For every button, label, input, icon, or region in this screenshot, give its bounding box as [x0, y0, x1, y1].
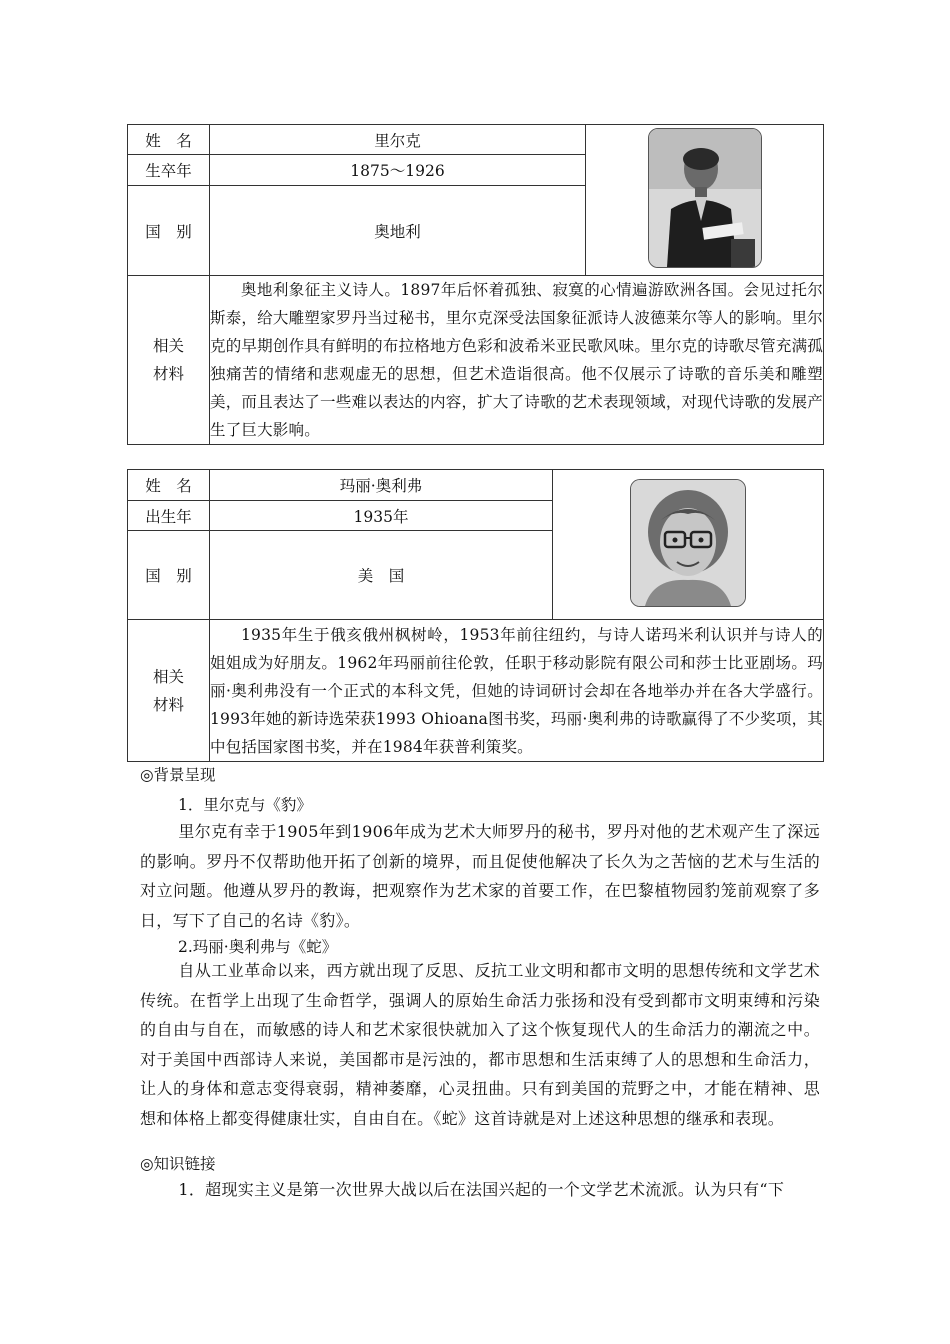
material-label-line1: 相关: [152, 667, 184, 686]
poet-table-oliver: [127, 469, 824, 762]
background-subheading-1: 1．里尔克与《豹》: [178, 796, 312, 814]
material-label: [128, 620, 210, 762]
poet-table-rilke: [127, 124, 824, 445]
years-label: 出生年: [128, 501, 210, 531]
country-label: 国 别: [128, 531, 210, 620]
portrait-cell: [586, 125, 824, 276]
background-paragraph-2: 自从工业革命以来，西方就出现了反思、反抗工业文明和都市文明的思想传统和文学艺术传统。在哲学上出现了生命哲学，强调人的原始生命活力张扬和没有受到都市文明束缚和污染的自由与自在，而敏感的诗人和艺术家很快就加入了这个恢复现代人的生命活力的潮流之中。对于美国中西部诗人来说，美国都市是污浊的，都市思想和生活束缚了人的思想和生命活力，让人的身体和意志变得衰弱，精神萎靡，心灵扭曲。只有到美国的荒野之中，才能在精神、思想和体格上都变得健康壮实，自由自在。《蛇》这首诗就是对上述这种思想的继承和表现。: [140, 961, 820, 1128]
portrait-rilke: [648, 128, 762, 268]
country-value: 美 国: [210, 531, 553, 620]
years-label: 生卒年: [128, 155, 210, 186]
name-value: 里尔克: [210, 125, 586, 155]
material-label: [128, 276, 210, 445]
portrait-rilke-image: [649, 129, 761, 267]
name-value: 玛丽·奥利弗: [210, 470, 553, 501]
years-value: 1935年: [210, 501, 553, 531]
years-value: 1875～1926: [210, 155, 586, 186]
name-label: 姓 名: [128, 125, 210, 155]
country-label: 国 别: [128, 186, 210, 276]
material-label-line2: 材料: [152, 695, 184, 714]
knowledge-paragraph-1: 1．超现实主义是第一次世界大战以后在法国兴起的一个文学艺术流派。认为只有“下: [178, 1180, 785, 1199]
name-label: 姓 名: [128, 470, 210, 501]
material-text: 1935年生于俄亥俄州枫树岭，1953年前往纽约，与诗人诺玛米利认识并与诗人的姐姐成为好朋友。1962年玛丽前往伦敦，任职于移动影院有限公司和莎士比亚剧场。玛丽·奥利弗没有一个正式的本科文凭，但她的诗词研讨会却在各地举办并在各大学盛行。1993年她的新诗选荣获1993 Ohioana图书奖，玛丽·奥利弗的诗歌赢得了不少奖项，其中包括国家图书奖，并在1984年获普利策奖。: [210, 620, 824, 762]
portrait-oliver: [630, 479, 746, 607]
background-heading: ◎背景呈现: [140, 766, 216, 784]
material-text: 奥地利象征主义诗人。1897年后怀着孤独、寂寞的心情遍游欧洲各国。会见过托尔斯泰，给大雕塑家罗丹当过秘书，里尔克深受法国象征派诗人波德莱尔等人的影响。里尔克的早期创作具有鲜明的布拉格地方色彩和波希米亚民歌风味。里尔克的诗歌尽管充满孤独痛苦的情绪和悲观虚无的思想，但艺术造诣很高。他不仅展示了诗歌的音乐美和雕塑美，而且表达了一些难以表达的内容，扩大了诗歌的艺术表现领域，对现代诗歌的发展产生了巨大影响。: [210, 276, 824, 445]
background-subheading-2: 2.玛丽·奥利弗与《蛇》: [178, 938, 338, 956]
knowledge-heading: ◎知识链接: [140, 1155, 216, 1173]
material-label-line1: 相关: [152, 337, 184, 355]
background-paragraph-1: 里尔克有幸于1905年到1906年成为艺术大师罗丹的秘书，罗丹对他的艺术观产生了深远的影响。罗丹不仅帮助他开拓了创新的境界，而且促使他解决了长久为之苦恼的艺术与生活的对立问题。他遵从罗丹的教诲，把观察作为艺术家的首要工作，在巴黎植物园豹笼前观察了多日，写下了自己的名诗《豹》。: [140, 822, 820, 930]
portrait-oliver-image: [631, 480, 745, 606]
material-label-line2: 材料: [152, 365, 184, 383]
country-value: 奥地利: [210, 186, 586, 276]
portrait-cell: [553, 470, 824, 620]
